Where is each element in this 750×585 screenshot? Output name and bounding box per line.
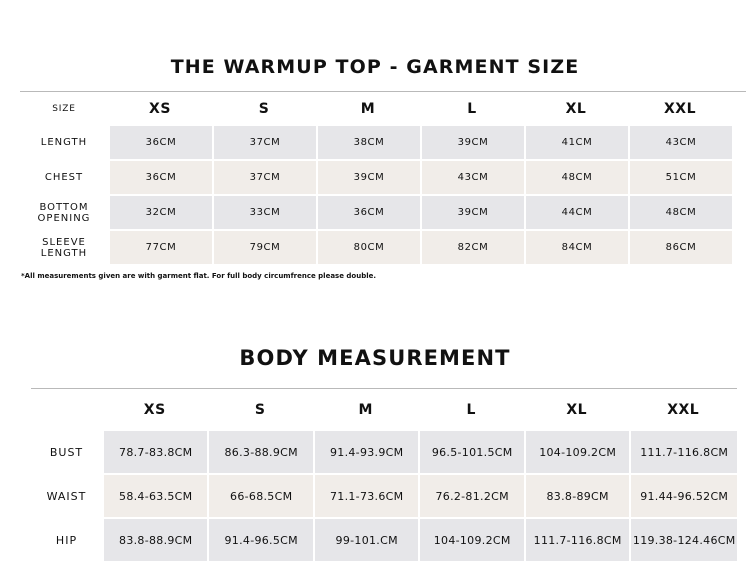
size-column-label: SIZE — [52, 104, 76, 114]
table-cell: 39CM — [420, 194, 524, 229]
table-cell: 43CM — [628, 126, 732, 159]
table-cell: 48CM — [524, 159, 628, 194]
table-cell: 32CM — [108, 194, 212, 229]
table-cell: 104-109.2CM — [524, 431, 629, 473]
table-cell: 104-109.2CM — [418, 517, 523, 561]
size-header-xxl: XXL — [667, 402, 700, 418]
garment-header-row — [20, 92, 732, 126]
row-label: CHEST — [20, 159, 108, 194]
body-measurement-table — [31, 389, 737, 561]
table-row-length — [20, 126, 732, 159]
size-header-xxl: XXL — [663, 101, 696, 117]
table-cell: 83.8-88.9CM — [102, 517, 207, 561]
size-header-m: M — [360, 101, 376, 117]
table-cell: 119.38-124.46CM — [629, 517, 737, 561]
table-cell: 91.44-96.52CM — [629, 473, 737, 517]
size-header-xs: XS — [149, 101, 171, 117]
row-label: LENGTH — [20, 126, 108, 159]
table-cell: 51CM — [628, 159, 732, 194]
garment-size-table — [20, 92, 732, 264]
table-row-bottom-opening — [20, 194, 732, 229]
size-header-s: S — [254, 402, 266, 418]
table-cell: 58.4-63.5CM — [102, 473, 207, 517]
table-cell: 66-68.5CM — [207, 473, 312, 517]
table-cell: 99-101.CM — [313, 517, 418, 561]
table-cell: 43CM — [420, 159, 524, 194]
table-cell: 78.7-83.8CM — [102, 431, 207, 473]
size-header-xl: XL — [566, 402, 588, 418]
table-cell: 71.1-73.6CM — [313, 473, 418, 517]
table-row-chest — [20, 159, 732, 194]
table-cell: 36CM — [108, 126, 212, 159]
garment-size-title: THE WARMUP TOP - GARMENT SIZE — [170, 56, 580, 78]
table-cell: 91.4-96.5CM — [207, 517, 312, 561]
row-label: HIP — [31, 517, 102, 561]
measurement-footnote: *All measurements given are with garment flat. For full body circumfrence please double. — [21, 272, 377, 280]
table-cell: 111.7-116.8CM — [524, 517, 629, 561]
table-cell: 91.4-93.9CM — [313, 431, 418, 473]
size-header-l: L — [467, 101, 477, 117]
table-cell: 86CM — [628, 229, 732, 264]
table-cell: 41CM — [524, 126, 628, 159]
table-cell: 44CM — [524, 194, 628, 229]
table-cell: 77CM — [108, 229, 212, 264]
table-cell: 83.8-89CM — [524, 473, 629, 517]
table-cell: 79CM — [212, 229, 316, 264]
table-cell: 33CM — [212, 194, 316, 229]
row-label: BOTTOM OPENING — [20, 194, 108, 229]
table-cell: 96.5-101.5CM — [418, 431, 523, 473]
table-cell: 36CM — [108, 159, 212, 194]
table-cell: 39CM — [316, 159, 420, 194]
size-header-s: S — [258, 101, 270, 117]
table-cell: 37CM — [212, 159, 316, 194]
size-header-l: L — [466, 402, 476, 418]
table-cell: 80CM — [316, 229, 420, 264]
table-cell: 38CM — [316, 126, 420, 159]
row-label: WAIST — [31, 473, 102, 517]
body-header-row — [31, 389, 737, 431]
body-measurement-title: BODY MEASUREMENT — [239, 346, 511, 370]
table-cell: 84CM — [524, 229, 628, 264]
table-cell: 111.7-116.8CM — [629, 431, 737, 473]
table-cell: 86.3-88.9CM — [207, 431, 312, 473]
row-label: SLEEVE LENGTH — [20, 229, 108, 264]
table-cell: 48CM — [628, 194, 732, 229]
table-row-bust — [31, 431, 737, 473]
row-label: BUST — [31, 431, 102, 473]
size-header-xl: XL — [565, 101, 587, 117]
table-cell: 36CM — [316, 194, 420, 229]
size-header-m: M — [358, 402, 373, 418]
size-header-xs: XS — [143, 402, 166, 418]
table-cell: 76.2-81.2CM — [418, 473, 523, 517]
table-row-waist — [31, 473, 737, 517]
table-cell: 37CM — [212, 126, 316, 159]
table-row-sleeve-length — [20, 229, 732, 264]
table-cell: 82CM — [420, 229, 524, 264]
table-cell: 39CM — [420, 126, 524, 159]
empty-header-cell — [31, 389, 102, 431]
table-row-hip — [31, 517, 737, 561]
